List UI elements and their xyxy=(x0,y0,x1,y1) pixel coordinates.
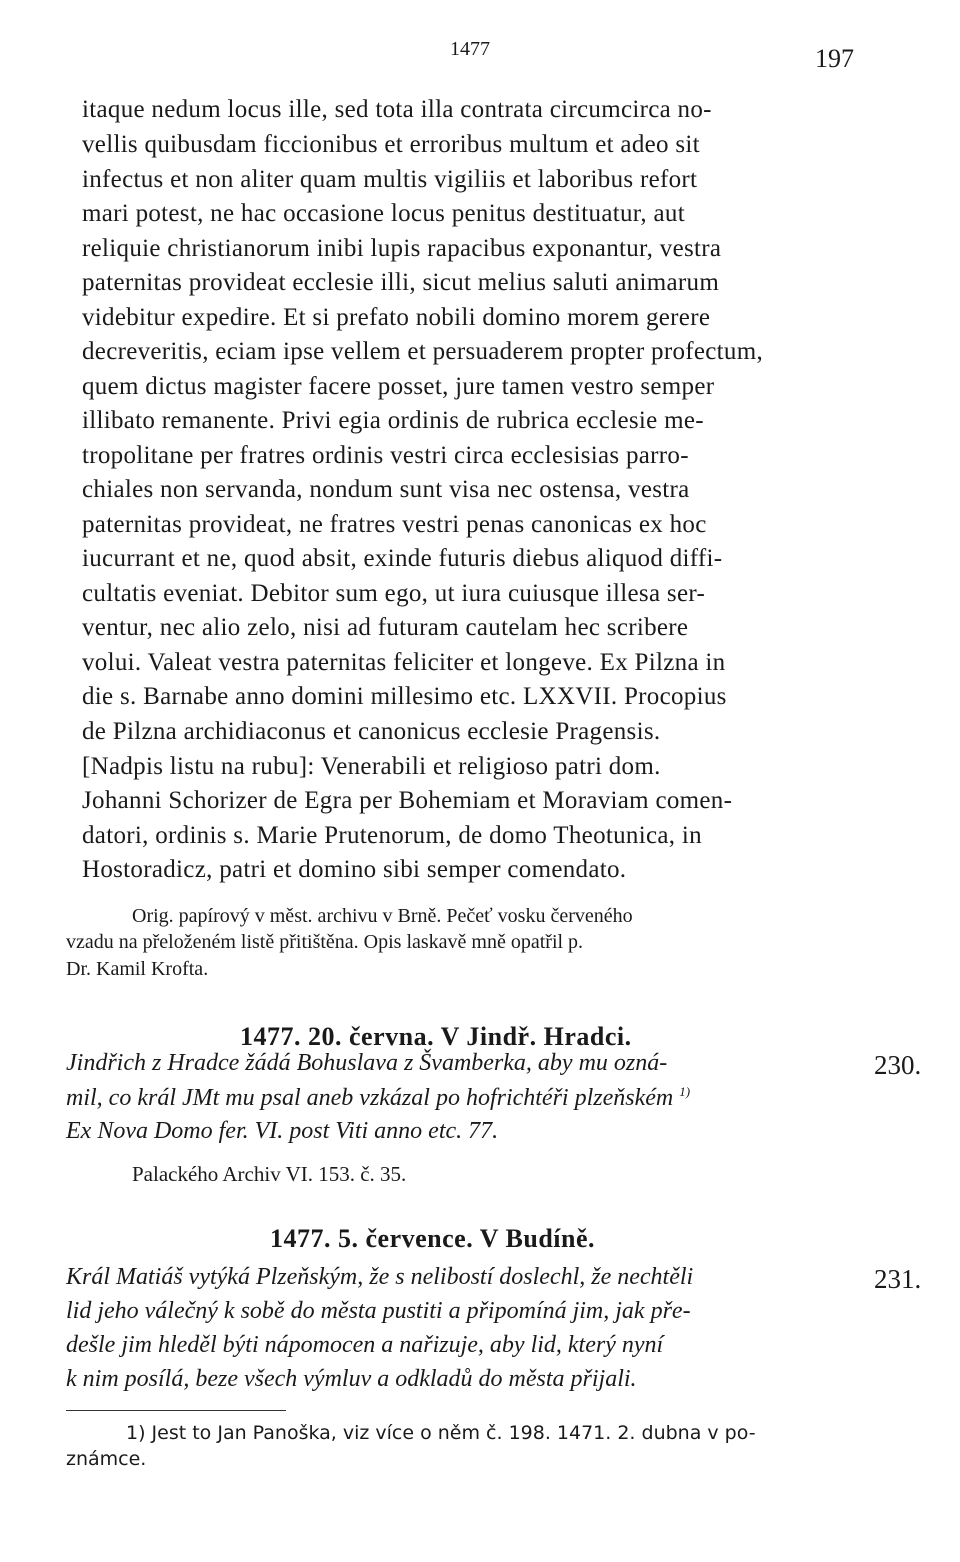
source-note-line: vzadu na přeloženém listě přitištěna. Opis laskavě mně opatřil p. xyxy=(66,931,584,953)
regest-line: Král Matiáš vytýká Plzeňským, že s nelibostí doslechl, že nechtěli xyxy=(66,1264,694,1290)
footnote-line: 1) Jest to Jan Panoška, viz více o něm č. 198. 1471. 2. dubna v po- xyxy=(126,1422,756,1444)
body-line: decreveritis, eciam ipse vellem et persuaderem propter profectum, xyxy=(82,338,764,365)
body-line: mari potest, ne hac occasione locus penitus destituatur, aut xyxy=(82,200,685,227)
body-line: paternitas provideat, ne fratres vestri penas canonicas ex hoc xyxy=(82,511,707,538)
header-year: 1477 xyxy=(450,38,490,60)
regest-line: Jindřich z Hradce žádá Bohuslava z Švamberka, aby mu ozná- xyxy=(66,1050,668,1076)
entry-heading: 1477. 20. června. V Jindř. Hradci. xyxy=(240,1022,632,1051)
entry-source: Palackého Archiv VI. 153. č. 35. xyxy=(132,1162,407,1186)
regest-line: dešle jim hleděl býti nápomocen a nařizuje, aby lid, který nyní xyxy=(66,1332,664,1358)
page-number: 197 xyxy=(815,44,854,73)
address-line: [Nadpis listu na rubu]: Venerabili et religioso patri dom. xyxy=(82,753,661,780)
source-note-line: Dr. Kamil Krofta. xyxy=(66,958,209,980)
body-line: videbitur expedire. Et si prefato nobili domino morem gerere xyxy=(82,304,711,331)
body-line: cultatis eveniat. Debitor sum ego, ut iura cuiusque illesa ser- xyxy=(82,580,706,607)
entry-heading: 1477. 5. července. V Budíně. xyxy=(270,1224,596,1253)
regest-text: mil, co král JMt mu psal aneb vzkázal po hofrichtéři plzeňském xyxy=(66,1085,674,1111)
body-line: infectus et non aliter quam multis vigiliis et laboribus refort xyxy=(82,166,698,193)
body-line: reliquie christianorum inibi lupis rapacibus exponantur, vestra xyxy=(82,235,722,262)
entry-number: 230. xyxy=(874,1050,922,1080)
footnote-mark: 1) xyxy=(679,1084,691,1099)
address-line: Johanni Schorizer de Egra per Bohemiam et Moraviam comen- xyxy=(82,787,733,814)
body-line: vellis quibusdam ficcionibus et erroribus multum et adeo sit xyxy=(82,131,700,158)
body-line: tropolitane per fratres ordinis vestri circa ecclesisias parro- xyxy=(82,442,689,469)
regest-line: lid jeho válečný k sobě do města pustiti a připomíná jim, jak pře- xyxy=(66,1298,691,1324)
regest-line xyxy=(66,1084,690,1112)
body-line: chiales non servanda, nondum sunt visa nec ostensa, vestra xyxy=(82,476,690,503)
body-line: volui. Valeat vestra paternitas feliciter et longeve. Ex Pilzna in xyxy=(82,649,726,676)
regest-line: k nim posílá, beze všech výmluv a odkladů do města přijali. xyxy=(66,1366,637,1392)
body-line: iucurrant et ne, quod absit, exinde futuris diebus aliquod diffi- xyxy=(82,545,723,572)
regest-line: Ex Nova Domo fer. VI. post Viti anno etc. 77. xyxy=(66,1118,499,1144)
source-note-line: Orig. papírový v měst. archivu v Brně. Pečeť vosku červeného xyxy=(132,905,633,927)
body-line: de Pilzna archidiaconus et canonicus ecclesie Pragensis. xyxy=(82,718,661,745)
body-line: itaque nedum locus ille, sed tota illa contrata circumcirca no- xyxy=(82,96,712,123)
entry-number: 231. xyxy=(874,1264,922,1294)
footnote-rule xyxy=(66,1410,286,1411)
body-line: die s. Barnabe anno domini millesimo etc. LXXVII. Procopius xyxy=(82,683,727,710)
body-line: quem dictus magister facere posset, jure tamen vestro semper xyxy=(82,373,715,400)
body-line: paternitas provideat ecclesie illi, sicut melius saluti animarum xyxy=(82,269,720,296)
body-line: illibato remanente. Privi egia ordinis de rubrica ecclesie me- xyxy=(82,407,704,434)
footnote-line: známce. xyxy=(66,1448,147,1470)
address-line: datori, ordinis s. Marie Prutenorum, de domo Theotunica, in xyxy=(82,822,702,849)
address-line: Hostoradicz, patri et domino sibi semper comendato. xyxy=(82,856,627,883)
body-line: ventur, nec alio zelo, nisi ad futuram cautelam hec scribere xyxy=(82,614,689,641)
